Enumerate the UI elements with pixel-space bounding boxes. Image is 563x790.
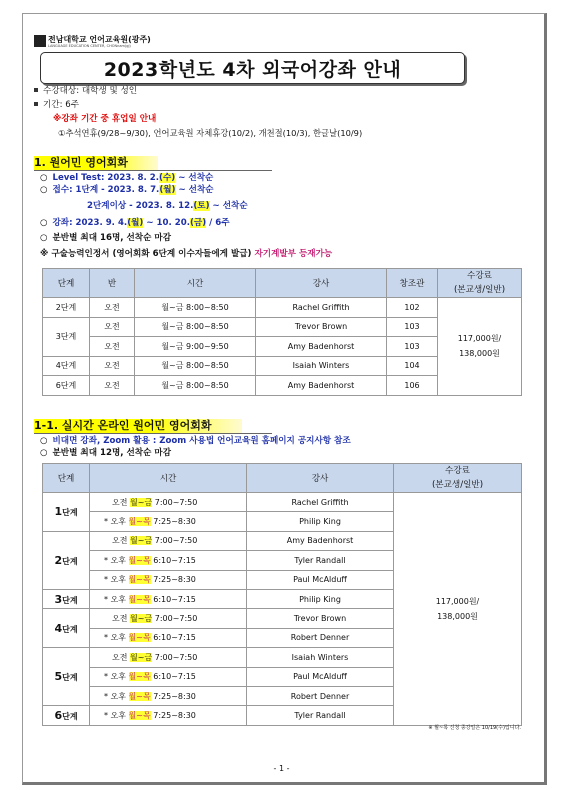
teacher-cell: Tyler Randall xyxy=(247,706,394,725)
level-cell: 2단계 xyxy=(43,531,90,589)
section2-underline xyxy=(34,433,272,434)
course-period-line: ○ 강좌: 2023. 9. 4.(월) ~ 10. 20.(금) / 6주 xyxy=(40,218,230,228)
teacher-cell: Amy Badenhorst xyxy=(247,531,394,550)
col-header-time: 시간 xyxy=(90,464,247,493)
table-row: 4단계 오전 월~금 8:00~8:50 Isaiah Winters 104 xyxy=(43,356,522,376)
holiday-detail: ①추석연휴(9/28~9/30), 언어교육원 자체휴강(10/2), 개천절(10/3), 한글날(10/9) xyxy=(58,128,363,138)
table-row: 오전 월~금 9:00~9:50 Amy Badenhorst 103 xyxy=(43,337,522,357)
section1-heading: 1. 원어민 영어회화 xyxy=(34,156,158,170)
col-header-teacher: 강사 xyxy=(247,464,394,493)
session-time-cell: * 오후 월~목 7:25~8:30 xyxy=(90,512,247,531)
offline-schedule-table xyxy=(42,268,522,396)
col-header-time: 시간 xyxy=(135,269,256,298)
col-header-class: 반 xyxy=(90,269,135,298)
table-row: 3단계 오전 월~금 8:00~8:50 Trevor Brown 103 xyxy=(43,317,522,337)
col-header-fee: 수강료 (본교생/일반) xyxy=(438,269,522,298)
session-time-cell: 오전 월~금 7:00~7:50 xyxy=(90,493,247,512)
session-time-cell: * 오후 월~목 7:25~8:30 xyxy=(90,686,247,705)
fee-cell: 117,000원/ 138,000원 xyxy=(438,298,522,396)
university-emblem-icon xyxy=(34,35,46,47)
target-line: 수강대상: 대학생 및 성인 xyxy=(34,86,137,97)
col-header-level: 단계 xyxy=(43,269,90,298)
bullet-square-icon xyxy=(34,102,38,106)
online-schedule-table xyxy=(42,463,522,726)
registration-line-2: 2단계이상 - 2023. 8. 12.(토) ~ 선착순 xyxy=(87,201,248,211)
teacher-cell: Rachel Griffith xyxy=(247,493,394,512)
online-note-line: ○ 비대면 강좌, Zoom 활용 : Zoom 사용법 언어교육원 홈페이지 공지사항 참조 xyxy=(40,436,351,446)
session-time-cell: 오전 월~금 7:00~7:50 xyxy=(90,648,247,667)
footnote: ※ 월~목 신청 종강일은 10/19(수)입니다. xyxy=(428,725,521,731)
teacher-cell: Trevor Brown xyxy=(247,609,394,628)
table-row xyxy=(43,493,522,512)
session-time-cell: 오전 월~금 7:00~7:50 xyxy=(90,531,247,550)
level-cell: 1단계 xyxy=(43,493,90,532)
level-cell: 3단계 xyxy=(43,589,90,608)
page-number: - 1 - xyxy=(273,764,290,773)
teacher-cell: Robert Denner xyxy=(247,686,394,705)
teacher-cell: Philip King xyxy=(247,589,394,608)
teacher-cell: Robert Denner xyxy=(247,628,394,647)
bullet-square-icon xyxy=(34,88,38,92)
session-time-cell: * 오후 월~목 6:10~7:15 xyxy=(90,551,247,570)
table-row: 6단계 오전 월~금 8:00~8:50 Amy Badenhorst 106 xyxy=(43,376,522,396)
teacher-cell: Isaiah Winters xyxy=(247,648,394,667)
session-time-cell: * 오후 월~목 7:25~8:30 xyxy=(90,706,247,725)
section2-heading: 1-1. 실시간 온라인 원어민 영어회화 xyxy=(34,419,242,433)
level-cell: 5단계 xyxy=(43,648,90,706)
teacher-cell: Paul McAlduff xyxy=(247,570,394,589)
table-row: 2단계 오전 월~금 8:00~8:50 Rachel Griffith 102 117,000원/ 138,000원 xyxy=(43,298,522,318)
org-logo xyxy=(34,35,164,49)
page-title: 2023학년도 4차 외국어강좌 안내 xyxy=(40,52,465,84)
teacher-cell: Tyler Randall xyxy=(247,551,394,570)
session-time-cell: * 오후 월~목 7:25~8:30 xyxy=(90,570,247,589)
online-class-size-line: ○ 분반별 최대 12명, 선착순 마감 xyxy=(40,448,172,458)
session-time-cell: 오전 월~금 7:00~7:50 xyxy=(90,609,247,628)
period-line: 기간: 6주 xyxy=(34,100,79,111)
section1-underline xyxy=(34,170,272,171)
fee-cell: 117,000원/ 138,000원 xyxy=(394,493,522,726)
col-header-teacher: 강사 xyxy=(256,269,387,298)
level-cell: 6단계 xyxy=(43,706,90,725)
holiday-heading: ※강좌 기간 중 휴업일 안내 xyxy=(53,114,157,124)
session-time-cell: * 오후 월~목 6:10~7:15 xyxy=(90,589,247,608)
col-header-fee: 수강료 (본교생/일반) xyxy=(394,464,522,493)
org-name-korean: 전남대학교 언어교육원(광주) xyxy=(48,35,151,44)
col-header-room: 창조관 xyxy=(387,269,438,298)
class-size-line: ○ 분반별 최대 16명, 선착순 마감 xyxy=(40,233,172,243)
col-header-level: 단계 xyxy=(43,464,90,493)
session-time-cell: * 오후 월~목 6:10~7:15 xyxy=(90,628,247,647)
certificate-line: ※ 구술능력인정서 (영어회화 6단계 이수자들에게 발급) 자기계발부 등재가능 xyxy=(40,249,333,259)
teacher-cell: Paul McAlduff xyxy=(247,667,394,686)
teacher-cell: Philip King xyxy=(247,512,394,531)
level-cell: 4단계 xyxy=(43,609,90,648)
registration-line-1: ○ 접수: 1단계 - 2023. 8. 7.(월) ~ 선착순 xyxy=(40,185,214,195)
level-test-line: ○ Level Test: 2023. 8. 2.(수) ~ 선착순 xyxy=(40,173,214,183)
table-header-row xyxy=(43,269,522,298)
org-name-english: LANGUAGE EDUCATION CENTER, CHONnam(gj) xyxy=(48,44,131,48)
session-time-cell: * 오후 월~목 6:10~7:15 xyxy=(90,667,247,686)
table-header-row xyxy=(43,464,522,493)
